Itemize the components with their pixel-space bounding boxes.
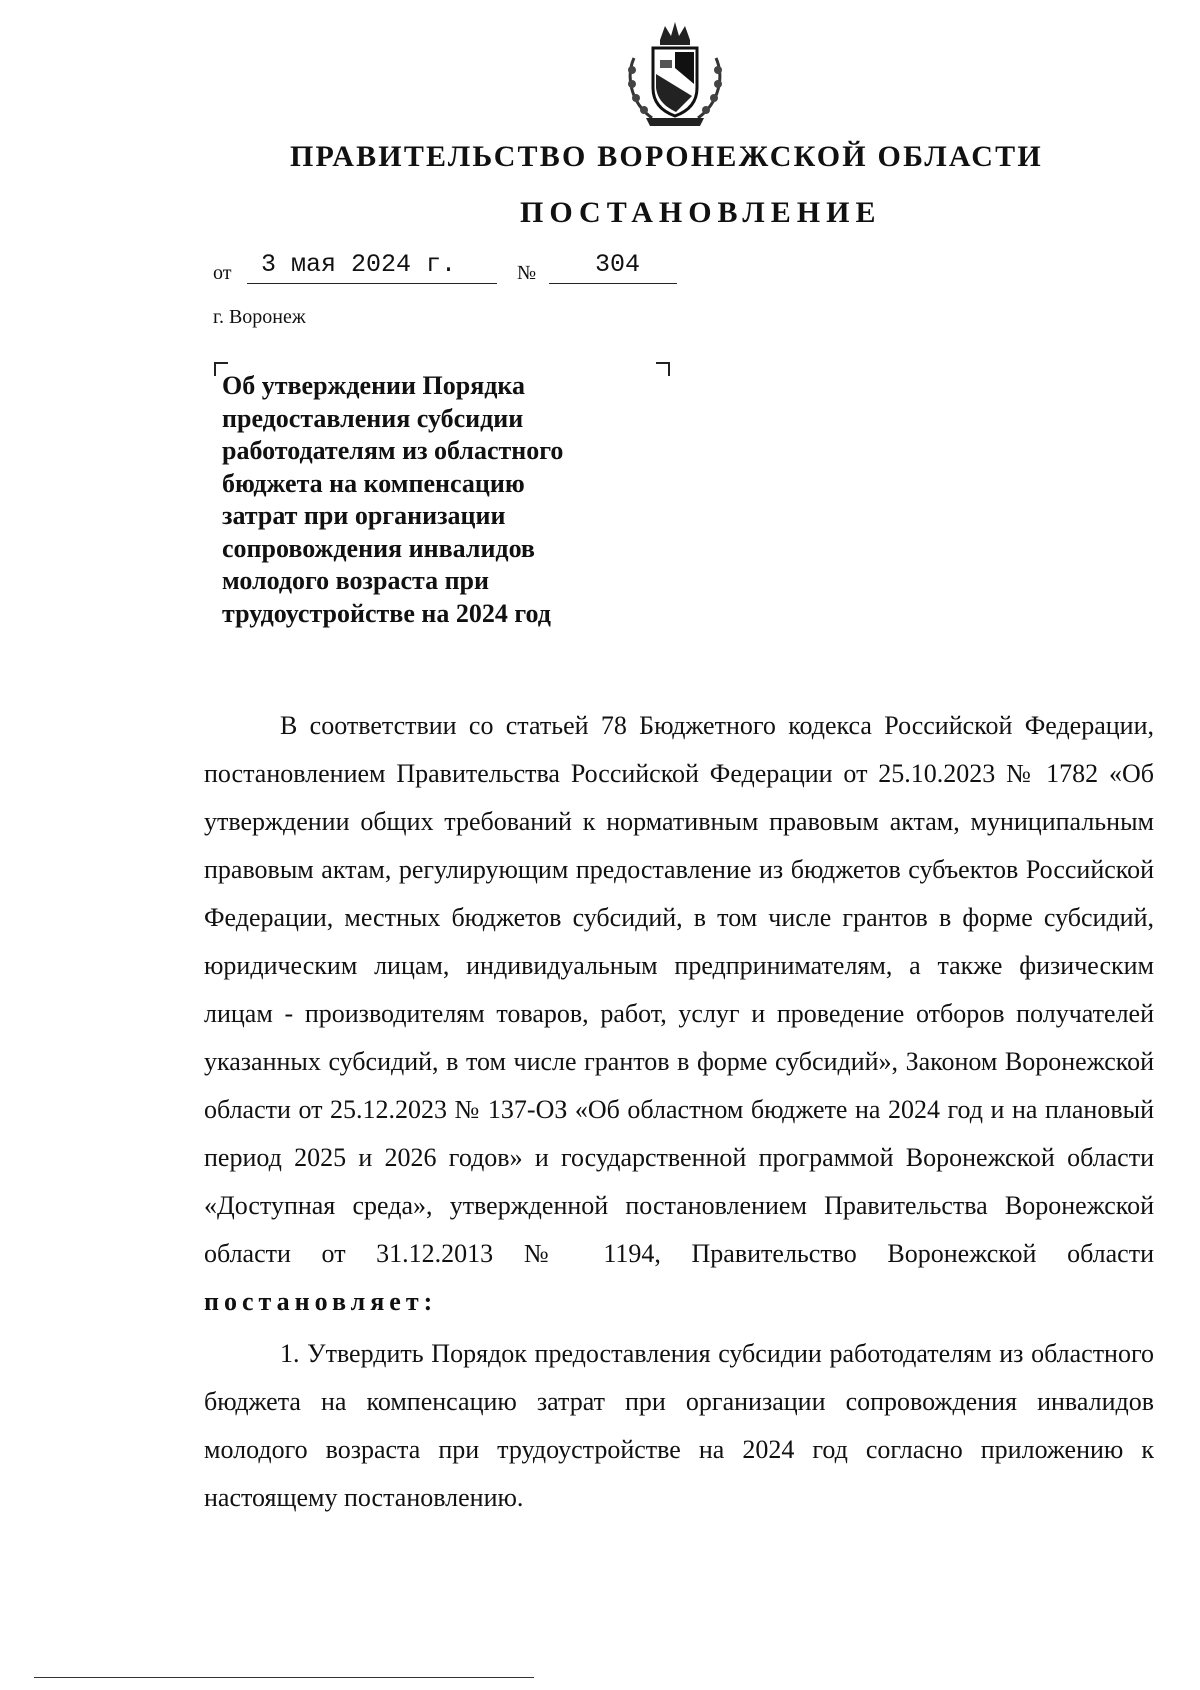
- subject-line: молодого возраста при: [222, 566, 489, 595]
- subject-line: предоставления субсидии: [222, 403, 524, 433]
- number-label: №: [517, 262, 537, 284]
- date-field: [247, 250, 497, 284]
- subject-line: бюджета на компенсацию: [222, 468, 525, 498]
- decree-word: постановляет:: [204, 1287, 438, 1316]
- document-subject: [222, 370, 642, 630]
- number-value: 304: [595, 250, 641, 279]
- document-details: [213, 250, 713, 290]
- item-1-paragraph: 1. Утвердить Порядок предоставления субсидии работодателям из областного бюджета на компенсацию затрат при организации сопровождения инвалидов молодого возраста при трудоустройстве на 2024 год согласно приложению к настоящему постановлению.: [204, 1339, 1154, 1512]
- subject-line: затрат при организации: [222, 501, 506, 530]
- preamble-text: В соответствии со статьей 78 Бюджетного кодекса Российской Федерации, постановлением Правительства Российской Федерации от 25.10.2023 № 1782 «Об утверждении общих требований к нормативным правовым актам, муниципальным правовым актам, регулирующим предоставление из бюджетов субъектов Российской Федерации, местных бюджетов субсидий, в том числе грантов в форме субсидий, юридическим лицам, индивидуальным предпринимателям, а также физическим лицам - производителям товаров, работ, услуг и проведение отборов получателей указанных субсидий, в том числе грантов в форме субсидий», Законом Воронежской области от 25.12.2023 № 137-ОЗ «Об областном бюджете на 2024 год и на плановый период 2025 и 2026 годов» и государственной программой Воронежской области «Доступная среда», утвержденной постановлением Правительства Воронежской области от 31.12.2013 № 1194, Правительство Воронежской области: [204, 711, 1154, 1268]
- government-title: ПРАВИТЕЛЬСТВО ВОРОНЕЖСКОЙ ОБЛАСТИ: [290, 140, 1043, 173]
- date-value: 3 мая 2024 г.: [261, 250, 457, 279]
- subject-line: трудоустройстве на 2024 год: [222, 598, 551, 628]
- preamble-paragraph: [204, 702, 1154, 1326]
- subject-corner-right: [656, 362, 670, 376]
- number-field: [549, 250, 677, 284]
- document-body: [204, 702, 1154, 1522]
- date-label: от: [213, 262, 232, 284]
- coat-of-arms-icon: [620, 18, 730, 130]
- document-type: ПОСТАНОВЛЕНИЕ: [520, 196, 882, 229]
- subject-line: работодателям из областного: [222, 436, 564, 465]
- subject-line: Об утверждении Порядка: [222, 371, 526, 400]
- footer-rule: [34, 1677, 534, 1678]
- city: г. Воронеж: [213, 306, 306, 328]
- subject-line: сопровождения инвалидов: [222, 533, 535, 563]
